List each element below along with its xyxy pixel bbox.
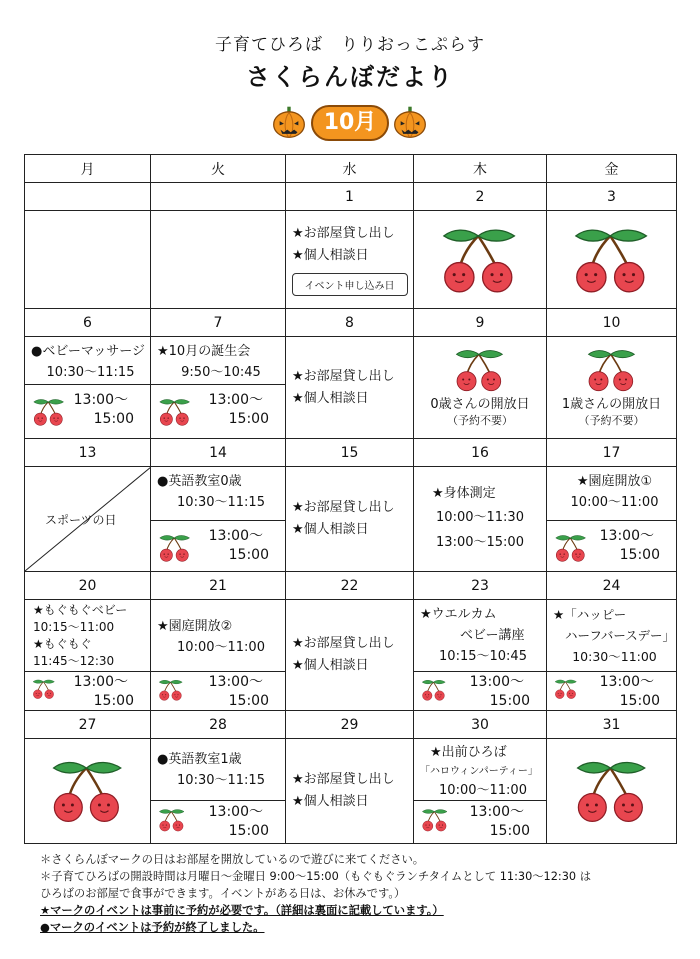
date-cell: 30 xyxy=(414,711,547,739)
date-cell xyxy=(151,183,286,211)
event-line: ★個人相談日 xyxy=(292,794,369,809)
day-cell-oct-7 xyxy=(151,337,286,439)
event-line: ●英語教室1歳 xyxy=(157,752,242,767)
day-cell-empty xyxy=(151,211,286,309)
week-row xyxy=(25,211,677,309)
open-time: 13:00～ 15:00 xyxy=(208,674,269,709)
date-cell: 29 xyxy=(286,711,414,739)
open-room-block xyxy=(25,385,150,435)
day-cell-oct-17 xyxy=(547,467,677,572)
cherry-icon xyxy=(31,676,57,702)
header-subtitle: 子育てひろば りりおっこぷらす xyxy=(215,35,485,55)
cherry-icon xyxy=(452,347,508,393)
cherry-icon xyxy=(584,347,640,393)
open-room-block xyxy=(151,385,285,435)
event-block xyxy=(151,337,285,385)
event-line: ★園庭開放① xyxy=(576,474,653,489)
day-cell-oct-20 xyxy=(25,600,151,711)
event-line: ★お部屋貸し出し xyxy=(292,500,395,515)
event-line: ハーフバースデー」 xyxy=(565,628,676,643)
event-time: 10:15～10:45 xyxy=(439,649,527,664)
day-cell-oct-15 xyxy=(286,467,414,572)
open-room-block xyxy=(25,672,150,710)
weekday-fri: 金 xyxy=(547,155,677,183)
weekday-mon: 月 xyxy=(25,155,151,183)
event-line: ★個人相談日 xyxy=(292,248,369,263)
event-block xyxy=(414,600,546,672)
day-cell-oct-10 xyxy=(547,337,677,439)
date-cell: 1 xyxy=(286,183,414,211)
date-row xyxy=(25,572,677,600)
event-time: 9:50～10:45 xyxy=(181,365,261,380)
event-line: 「ハロウィンパーティー」 xyxy=(420,766,538,777)
date-cell: 20 xyxy=(25,572,151,600)
open-day-label: 0歳さんの開放日 xyxy=(430,397,530,412)
day-cell-oct-22 xyxy=(286,600,414,711)
event-block xyxy=(547,600,676,672)
open-room-block xyxy=(414,801,546,843)
day-cell-oct-30 xyxy=(414,739,547,844)
date-cell: 13 xyxy=(25,439,151,467)
day-cell-oct-8 xyxy=(286,337,414,439)
day-cell-oct-2 xyxy=(414,211,547,309)
day-cell-oct-1 xyxy=(286,211,414,309)
open-room-block xyxy=(151,801,285,843)
event-block xyxy=(414,739,546,801)
note-line: ひろばのお部屋で食事ができます。イベントがある日は、お休みです。） xyxy=(40,887,406,900)
day-cell-oct-14 xyxy=(151,467,286,572)
event-block xyxy=(151,467,285,521)
event-line: ベビー講座 xyxy=(460,628,525,643)
date-cell: 10 xyxy=(547,309,677,337)
event-line: ●ベビーマッサージ xyxy=(31,344,146,359)
event-time: 10:00～11:30 xyxy=(436,510,524,525)
event-time: 11:45～12:30 xyxy=(33,654,115,668)
weekday-thu: 木 xyxy=(414,155,547,183)
event-line: ★身体測定 xyxy=(432,486,496,501)
open-room-block xyxy=(547,521,676,571)
date-cell: 8 xyxy=(286,309,414,337)
date-cell: 17 xyxy=(547,439,677,467)
date-row xyxy=(25,309,677,337)
date-cell: 21 xyxy=(151,572,286,600)
day-cell-oct-21 xyxy=(151,600,286,711)
date-cell: 15 xyxy=(286,439,414,467)
event-line: ★10月の誕生会 xyxy=(157,344,251,359)
day-cell-oct-16 xyxy=(414,467,547,572)
event-line: ★お部屋貸し出し xyxy=(292,636,395,651)
event-line: ★ウエルカム xyxy=(420,607,497,622)
event-block xyxy=(547,467,676,521)
event-line: ★「ハッピー xyxy=(553,607,627,622)
no-reservation-note: （予約不要） xyxy=(578,414,645,427)
event-time: 10:15～11:00 xyxy=(33,620,115,634)
day-cell-oct-28 xyxy=(151,739,286,844)
event-time: 10:30～11:15 xyxy=(177,495,265,510)
pumpkin-icon xyxy=(393,105,427,139)
event-line: ★お部屋貸し出し xyxy=(292,226,395,241)
note-line: ＊子育てひろばの開設時間は月曜日～金曜日 9:00～15:00（もぐもぐランチタイムとして 11:30～12:30 は xyxy=(40,870,592,883)
event-line: ★出前ひろば xyxy=(430,745,507,760)
day-cell-oct-9 xyxy=(414,337,547,439)
event-time: 10:30～11:15 xyxy=(177,773,265,788)
cherry-icon xyxy=(157,805,187,835)
note-line: ＊さくらんぼマークの日はお部屋を開放しているので遊びに来てください。 xyxy=(40,853,425,866)
day-cell-oct-27 xyxy=(25,739,151,844)
open-room-block xyxy=(151,521,285,571)
open-room-block xyxy=(414,672,546,710)
date-cell: 23 xyxy=(414,572,547,600)
cherry-icon xyxy=(31,395,67,429)
open-time: 13:00～ 15:00 xyxy=(599,528,660,563)
open-time: 13:00～ 15:00 xyxy=(73,392,134,427)
day-cell-oct-13 xyxy=(25,467,151,572)
date-cell: 3 xyxy=(547,183,677,211)
open-day-label: 1歳さんの開放日 xyxy=(561,397,662,412)
open-room-block xyxy=(151,672,285,710)
header-title: さくらんぼだより xyxy=(246,63,454,91)
cherry-icon xyxy=(553,531,589,565)
day-cell-oct-23 xyxy=(414,600,547,711)
event-line: ★個人相談日 xyxy=(292,658,369,673)
date-cell: 6 xyxy=(25,309,151,337)
weekday-wed: 水 xyxy=(286,155,414,183)
weekday-header-row xyxy=(25,155,677,183)
weekday-tue: 火 xyxy=(151,155,286,183)
cherry-icon xyxy=(437,225,523,295)
open-time: 13:00～ 15:00 xyxy=(208,528,269,563)
event-block xyxy=(25,337,150,385)
open-room-block xyxy=(547,672,676,710)
event-line: ★個人相談日 xyxy=(292,390,369,406)
event-application-day-label: イベント申し込み日 xyxy=(292,273,408,296)
cherry-icon xyxy=(553,676,579,702)
event-block xyxy=(151,600,285,672)
open-time: 13:00～ 15:00 xyxy=(208,804,269,839)
event-line: ★お部屋貸し出し xyxy=(292,772,395,787)
week-row xyxy=(25,739,677,844)
date-cell: 24 xyxy=(547,572,677,600)
open-time: 13:00～ 15:00 xyxy=(599,674,660,709)
week-row xyxy=(25,467,677,572)
event-time: 13:00～15:00 xyxy=(436,535,524,550)
event-time: 10:00～11:00 xyxy=(570,495,659,510)
event-block xyxy=(151,739,285,801)
notes-section xyxy=(40,851,670,936)
calendar-table xyxy=(24,154,677,844)
date-cell: 9 xyxy=(414,309,547,337)
date-cell xyxy=(25,183,151,211)
pumpkin-icon xyxy=(272,105,306,139)
event-time: 10:30～11:00 xyxy=(572,649,657,664)
cherry-icon xyxy=(157,531,193,565)
event-block xyxy=(25,600,150,672)
cherry-icon xyxy=(569,225,655,295)
event-line: ★お部屋貸し出し xyxy=(292,368,395,384)
event-line: ★もぐもぐベビー xyxy=(33,603,128,617)
date-cell: 14 xyxy=(151,439,286,467)
event-line: ●英語教室0歳 xyxy=(157,474,242,489)
note-reservation-required: ★マークのイベントは事前に予約が必要です。（詳細は裏面に記載しています。） xyxy=(40,904,444,917)
event-line: ★園庭開放② xyxy=(157,619,233,634)
day-cell-oct-31 xyxy=(547,739,677,844)
holiday-label: スポーツの日 xyxy=(45,513,117,527)
cherry-icon xyxy=(47,757,129,825)
cherry-icon xyxy=(157,676,185,704)
no-reservation-note: （予約不要） xyxy=(447,414,513,427)
cherry-icon xyxy=(420,805,450,835)
open-time: 13:00～ 15:00 xyxy=(73,674,134,709)
event-line: ★もぐもぐ xyxy=(33,637,92,651)
day-cell-oct-29 xyxy=(286,739,414,844)
day-cell-oct-24 xyxy=(547,600,677,711)
event-time: 10:00～11:00 xyxy=(439,783,527,798)
date-cell: 27 xyxy=(25,711,151,739)
event-time: 10:00～11:00 xyxy=(177,640,265,655)
date-row xyxy=(25,711,677,739)
month-banner xyxy=(0,103,700,143)
date-cell: 16 xyxy=(414,439,547,467)
date-cell: 2 xyxy=(414,183,547,211)
date-row xyxy=(25,439,677,467)
month-badge: 10月 xyxy=(311,105,389,141)
day-cell-oct-6 xyxy=(25,337,151,439)
open-time: 13:00～ 15:00 xyxy=(469,674,530,709)
cherry-icon xyxy=(571,757,653,825)
date-cell: 22 xyxy=(286,572,414,600)
week-row xyxy=(25,337,677,439)
cherry-icon xyxy=(420,676,448,704)
cherry-icon xyxy=(157,395,193,429)
day-cell-empty xyxy=(25,211,151,309)
date-row xyxy=(25,183,677,211)
event-line: ★個人相談日 xyxy=(292,522,369,537)
date-cell: 28 xyxy=(151,711,286,739)
open-time: 13:00～ 15:00 xyxy=(208,392,269,427)
date-cell: 31 xyxy=(547,711,677,739)
day-cell-oct-3 xyxy=(547,211,677,309)
week-row xyxy=(25,600,677,711)
note-reservation-closed: ●マークのイベントは予約が終了しました。 xyxy=(40,921,265,934)
event-time: 10:30～11:15 xyxy=(46,365,135,380)
open-time: 13:00～ 15:00 xyxy=(469,804,530,839)
date-cell: 7 xyxy=(151,309,286,337)
